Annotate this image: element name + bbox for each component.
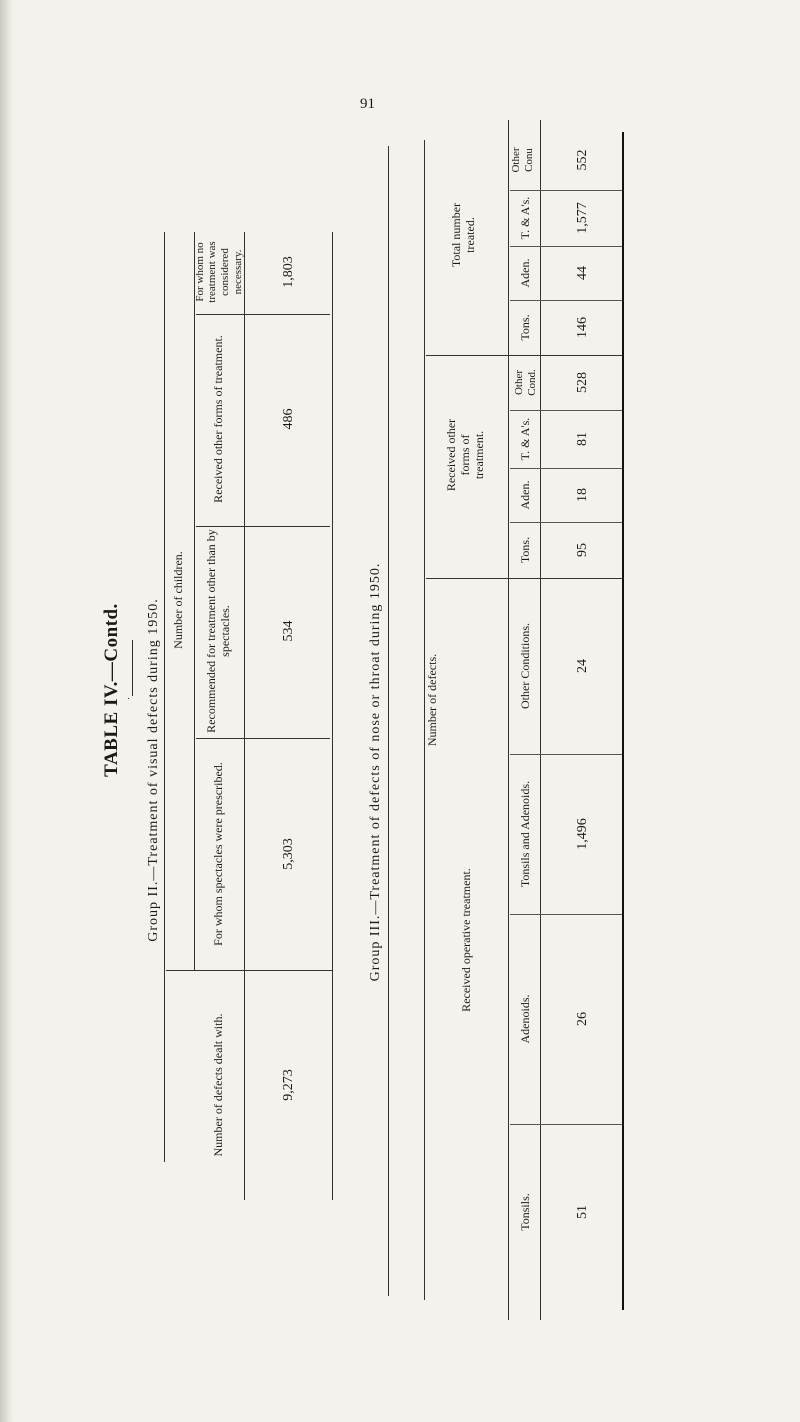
g3-op0-header-text: Tonsils.	[518, 1193, 533, 1231]
g2-children-header-text: Number of children.	[171, 551, 186, 649]
g2-sep-3	[196, 738, 330, 739]
g3-op3-value	[548, 578, 618, 754]
g3-op0-header	[512, 1124, 540, 1300]
g3-oth3-value	[548, 355, 618, 410]
g2-defects-header	[196, 972, 242, 1198]
g3-left-border	[388, 146, 389, 1296]
g2-defects-header-text: Number of defects dealt with.	[211, 1013, 226, 1157]
g3-tot3-value	[548, 130, 618, 190]
g3-tot3-value-text: 552	[574, 149, 590, 171]
g2-col3-header-text: For whom no treatment was considered necessary.	[193, 241, 244, 303]
g3-oth1-header-text: Aden.	[518, 480, 533, 510]
g2-children-header	[164, 232, 194, 968]
g3-oth3-header	[508, 355, 544, 410]
g3-op1-value	[548, 914, 618, 1124]
g2-col0-value-text: 5,303	[280, 838, 296, 870]
g3-op0-value	[548, 1124, 618, 1300]
g3-oth0-value	[548, 522, 618, 578]
g2-defects-value	[246, 972, 332, 1198]
group3-title-text: Group III.—Treatment of defects of nose or throat during 1950.	[367, 562, 383, 982]
g3-op2-value-text: 1,496	[574, 818, 590, 850]
g2-defects-value-text: 9,273	[280, 1069, 296, 1101]
g3-oth3-value-text: 528	[574, 372, 590, 393]
g3-oth0-header-text: Tons.	[518, 536, 533, 564]
g3-op1-header-text: Adenoids.	[518, 994, 533, 1044]
group2-title-text: Group II.—Treatment of visual defects during 1950.	[145, 598, 161, 942]
g3-tot2-header	[512, 190, 540, 246]
g2-col2-value-text: 486	[280, 408, 296, 430]
g2-col2-value	[246, 314, 332, 524]
g2-rule-children	[194, 232, 195, 970]
g3-operative-header	[452, 740, 482, 1140]
g2-sep-4	[166, 970, 332, 971]
title-rule	[132, 640, 133, 696]
g3-oth0-header	[512, 522, 540, 578]
g3-oth2-header	[512, 410, 540, 468]
g2-col1-value-text: 534	[280, 620, 296, 642]
g3-oth1-value-text: 18	[574, 488, 590, 502]
g3-tot2-header-text: T. & A's.	[518, 196, 533, 240]
g3-tot0-value-text: 146	[574, 317, 590, 338]
g3-tot0-header-text: Tons.	[518, 314, 533, 341]
g3-op3-header	[512, 578, 540, 754]
g3-tot1-value	[548, 246, 618, 300]
g2-col1-value	[246, 526, 332, 736]
g3-op1-header	[512, 914, 540, 1124]
g3-oth1-value	[548, 468, 618, 522]
page-edge-shadow	[0, 0, 14, 1422]
g3-rule-headers	[508, 120, 509, 1320]
g2-col3-value-text: 1,803	[280, 256, 296, 288]
g3-other-header-text: Received other forms of treatment.	[444, 418, 486, 492]
g3-op3-value-text: 24	[574, 659, 590, 673]
table-title	[95, 580, 129, 800]
g3-defects-header-text: Number of defects.	[425, 653, 440, 747]
g3-tot1-value-text: 44	[574, 266, 590, 280]
g2-col3-header	[193, 232, 244, 312]
g2-col2-header	[196, 314, 242, 524]
g3-tot2-value-text: 1,577	[574, 202, 590, 234]
g3-op0-value-text: 51	[574, 1205, 590, 1219]
g3-op2-header-text: Tonsils and Adenoids.	[518, 780, 533, 888]
g2-right-border	[332, 232, 333, 1200]
g3-oth2-header-text: T. & A's.	[518, 417, 533, 461]
g3-operative-header-text: Received operative treatment.	[459, 868, 474, 1012]
g3-op3-header-text: Other Conditions.	[518, 623, 533, 709]
g3-oth2-value	[548, 410, 618, 468]
g2-col2-header-text: Received other forms of treatment.	[211, 335, 226, 503]
g3-tot1-header	[512, 246, 540, 300]
g3-total-header-text: Total number treated.	[449, 202, 477, 268]
g3-right-border	[622, 132, 624, 1310]
group3-title	[362, 492, 390, 1052]
title-underline	[128, 698, 129, 699]
g3-oth0-value-text: 95	[574, 543, 590, 557]
g3-total-header	[436, 190, 492, 280]
g3-defects-header	[418, 600, 448, 800]
g3-op1-value-text: 26	[574, 1012, 590, 1026]
g2-col1-header-text: Recommended for treatment other than by spectacles.	[204, 529, 232, 733]
table-title-text: TABLE IV.—Contd.	[101, 603, 123, 777]
g3-oth3-header-text: Other Cond.	[513, 369, 538, 396]
g2-col3-value	[246, 232, 332, 312]
g3-tot0-value	[548, 300, 618, 355]
g2-rule-headers	[244, 232, 245, 1200]
g3-tot1-header-text: Aden.	[518, 258, 533, 288]
page-number: 91	[360, 96, 375, 112]
g3-oth1-header	[512, 468, 540, 522]
g3-tot3-header	[506, 130, 540, 190]
g2-col1-header	[196, 526, 242, 736]
g2-col0-header-text: For whom spectacles were prescribed.	[211, 762, 226, 946]
g2-col0-value	[246, 740, 332, 968]
g2-col0-header	[196, 740, 242, 968]
g3-tot2-value	[548, 190, 618, 246]
g3-op2-value	[548, 754, 618, 914]
g3-other-header	[436, 390, 496, 520]
g3-tot3-header-text: Other Conu	[510, 147, 535, 173]
g3-oth2-value-text: 81	[574, 432, 590, 446]
g3-tot0-header	[512, 300, 540, 355]
g3-op2-header	[512, 754, 540, 914]
